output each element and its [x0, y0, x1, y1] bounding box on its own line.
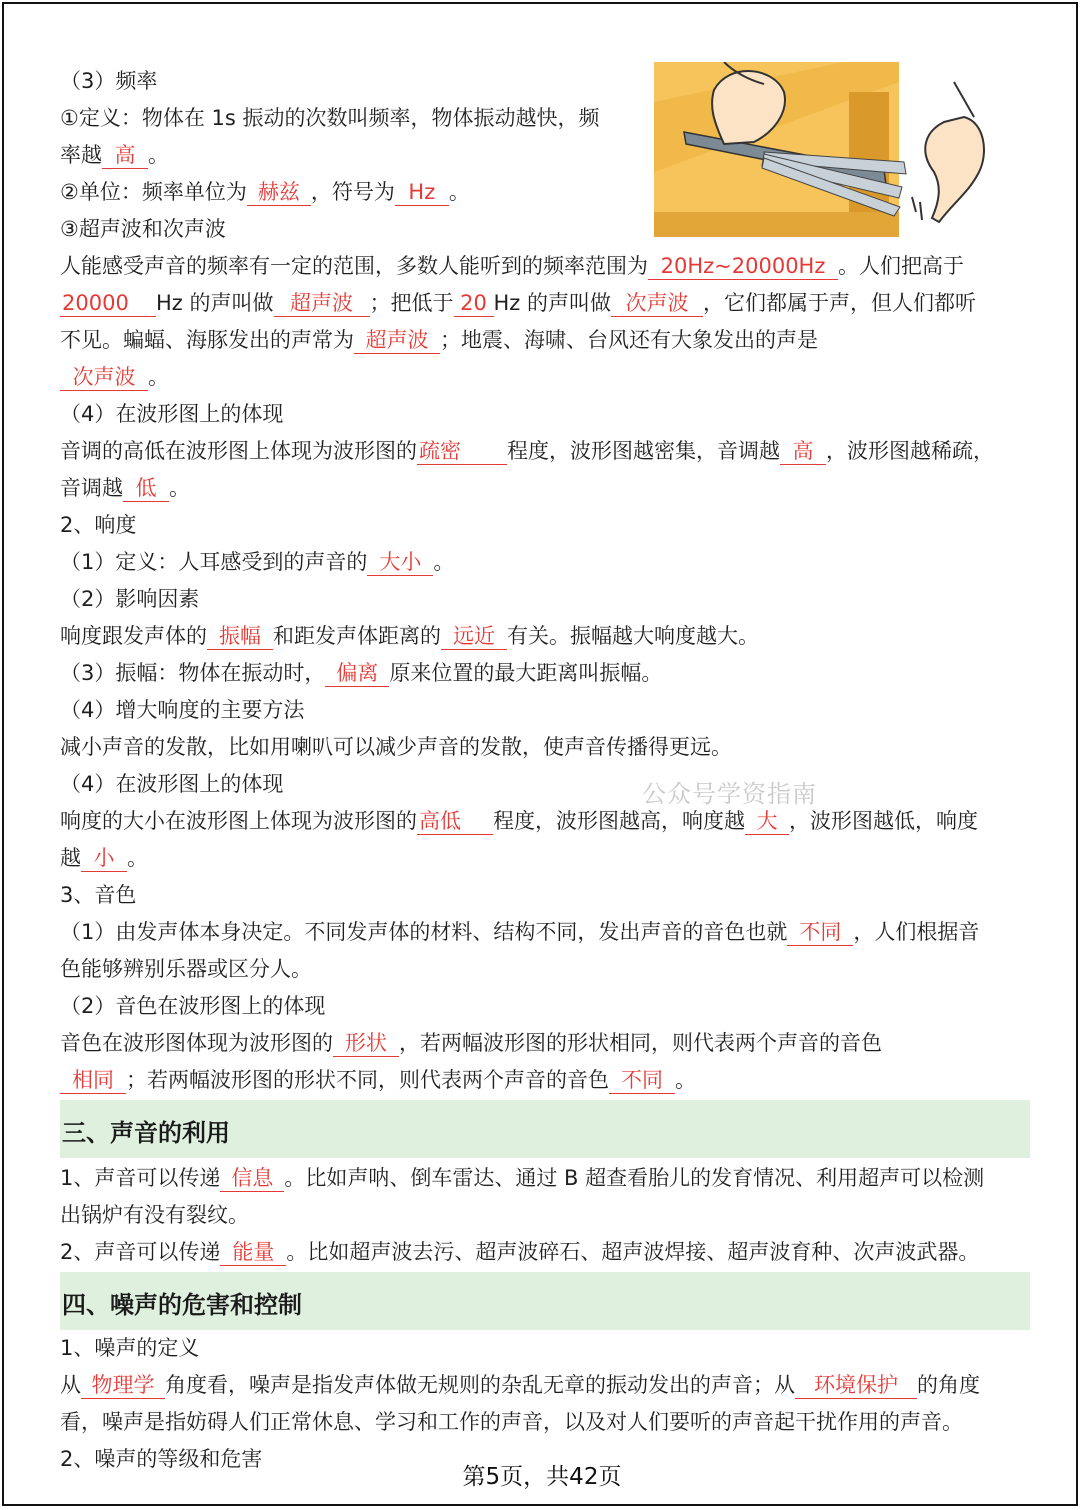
text-line: 次声波 。	[60, 359, 169, 396]
answer-blank: 高	[102, 142, 148, 169]
text-line: 2、声音可以传递 能量 。比如超声波去污、超声波碎石、超声波焊接、超声波育种、次声波武器。	[60, 1240, 980, 1264]
answer-blank: 次声波	[60, 364, 148, 391]
text-line: 减小声音的发散，比如用喇叭可以减少声音的发散，使声音传播得更远。	[60, 735, 732, 759]
subheading: （4）在波形图上的体现	[60, 402, 284, 426]
answer-blank: 振幅	[207, 623, 273, 650]
text-line: 1、声音可以传递 信息 。比如声呐、倒车雷达、通过 B 超查看胎儿的发育情况、利用超声可以检测	[60, 1166, 985, 1190]
answer-blank: 不同	[787, 919, 853, 946]
answer-blank: 赫兹	[247, 179, 311, 206]
answer-blank: 相同	[60, 1067, 126, 1094]
answer-blank: 环境保护	[795, 1372, 917, 1399]
document-page	[2, 2, 1078, 1506]
answer-blank: 信息	[220, 1165, 284, 1192]
answer-blank: 20000	[60, 290, 156, 317]
page-footer: 第5页，共42页	[462, 1464, 622, 1490]
section-header-sound-uses: 三、声音的利用	[60, 1100, 1030, 1158]
answer-blank: 高	[780, 438, 826, 465]
text-line: 音色在波形图体现为波形图的 形状 ，若两幅波形图的形状相同，则代表两个声音的音色	[60, 1031, 882, 1055]
answer-blank: Hz	[395, 179, 449, 206]
answer-blank: 物理学	[81, 1372, 165, 1399]
answer-blank: 大小	[367, 549, 433, 576]
text-line: 率越 高 。	[60, 143, 169, 167]
answer-blank: 超声波	[354, 327, 440, 354]
frequency-definition: ①定义：物体在 1s 振动的次数叫频率，物体振动越快，频	[60, 106, 600, 130]
subheading: （4）在波形图上的体现	[60, 772, 284, 796]
heading-loudness: 2、响度	[60, 513, 137, 537]
text-line: 从 物理学 角度看，噪声是指发声体做无规则的杂乱无章的振动发出的声音；从 环境保护 的角度	[60, 1373, 980, 1397]
text-line: 20000 Hz 的声叫做 超声波 ；把低于 20 Hz 的声叫做 次声波 ，它们都属于声，但人们都听	[62, 291, 976, 315]
answer-blank: 20Hz~20000Hz	[648, 253, 838, 280]
subheading-frequency: （3）频率	[60, 69, 158, 93]
answer-blank: 次声波	[611, 290, 703, 317]
text-line: 音调的高低在波形图上体现为波形图的疏密 程度，波形图越密集，音调越 高 ，波形图越稀疏，	[60, 439, 994, 463]
answer-blank: 小	[81, 845, 127, 872]
text-line: 相同 ；若两幅波形图的形状不同，则代表两个声音的音色 不同 。	[60, 1062, 696, 1099]
answer-blank: 形状	[333, 1030, 399, 1057]
text-line: （1）定义：人耳感受到的声音的 大小 。	[60, 550, 455, 574]
answer-blank: 不同	[609, 1067, 675, 1094]
answer-blank: 远近	[441, 623, 507, 650]
answer-blank: 大	[745, 808, 789, 835]
text-line: 不见。蝙蝠、海豚发出的声常为 超声波 ；地震、海啸、台风还有大象发出的声是	[60, 328, 818, 352]
text-line: 看，噪声是指妨碍人们正常休息、学习和工作的声音，以及对人们要听的声音起干扰作用的声音。	[60, 1410, 963, 1434]
subheading: （2）音色在波形图上的体现	[60, 994, 326, 1018]
text-line: （3）振幅：物体在振动时， 偏离 原来位置的最大距离叫振幅。	[60, 661, 663, 685]
text-line: 音调越 低 。	[60, 476, 190, 500]
answer-blank: 高低	[417, 808, 493, 835]
answer-blank: 能量	[220, 1239, 286, 1266]
answer-blank: 疏密	[417, 438, 507, 465]
text-line: 响度跟发声体的 振幅 和距发声体距离的 远近 有关。振幅越大响度越大。	[60, 624, 759, 648]
text-line: 色能够辨别乐器或区分人。	[60, 957, 312, 981]
text-line: 响度的大小在波形图上体现为波形图的高低 程度，波形图越高，响度越 大 ，波形图越低，响度	[60, 809, 978, 833]
answer-blank: 低	[123, 475, 169, 502]
text-line: 出锅炉有没有裂纹。	[60, 1203, 249, 1227]
answer-blank: 偏离	[325, 660, 389, 687]
heading-timbre: 3、音色	[60, 883, 137, 907]
ruler-vibration-figure	[654, 62, 994, 237]
text-line: 越 小 。	[60, 846, 148, 870]
section-header-noise: 四、噪声的危害和控制	[60, 1272, 1030, 1330]
text-line: 人能感受声音的频率有一定的范围，多数人能听到的频率范围为 20Hz~20000Hz 。人们把高于	[60, 254, 964, 278]
subheading: （2）影响因素	[60, 587, 200, 611]
frequency-unit: ②单位：频率单位为 赫兹 ，符号为 Hz 。	[60, 180, 470, 204]
watermark: 公众号学资指南	[642, 780, 817, 808]
subheading: 1、噪声的定义	[60, 1336, 200, 1360]
answer-blank: 超声波	[274, 290, 370, 317]
subheading-ultrasound: ③超声波和次声波	[60, 217, 226, 241]
text-line: （1）由发声体本身决定。不同发声体的材料、结构不同，发出声音的音色也就 不同 ，人们根据音	[60, 920, 980, 944]
answer-blank: 20	[454, 290, 494, 317]
subheading: 2、噪声的等级和危害	[60, 1447, 263, 1471]
subheading: （4）增大响度的主要方法	[60, 698, 305, 722]
